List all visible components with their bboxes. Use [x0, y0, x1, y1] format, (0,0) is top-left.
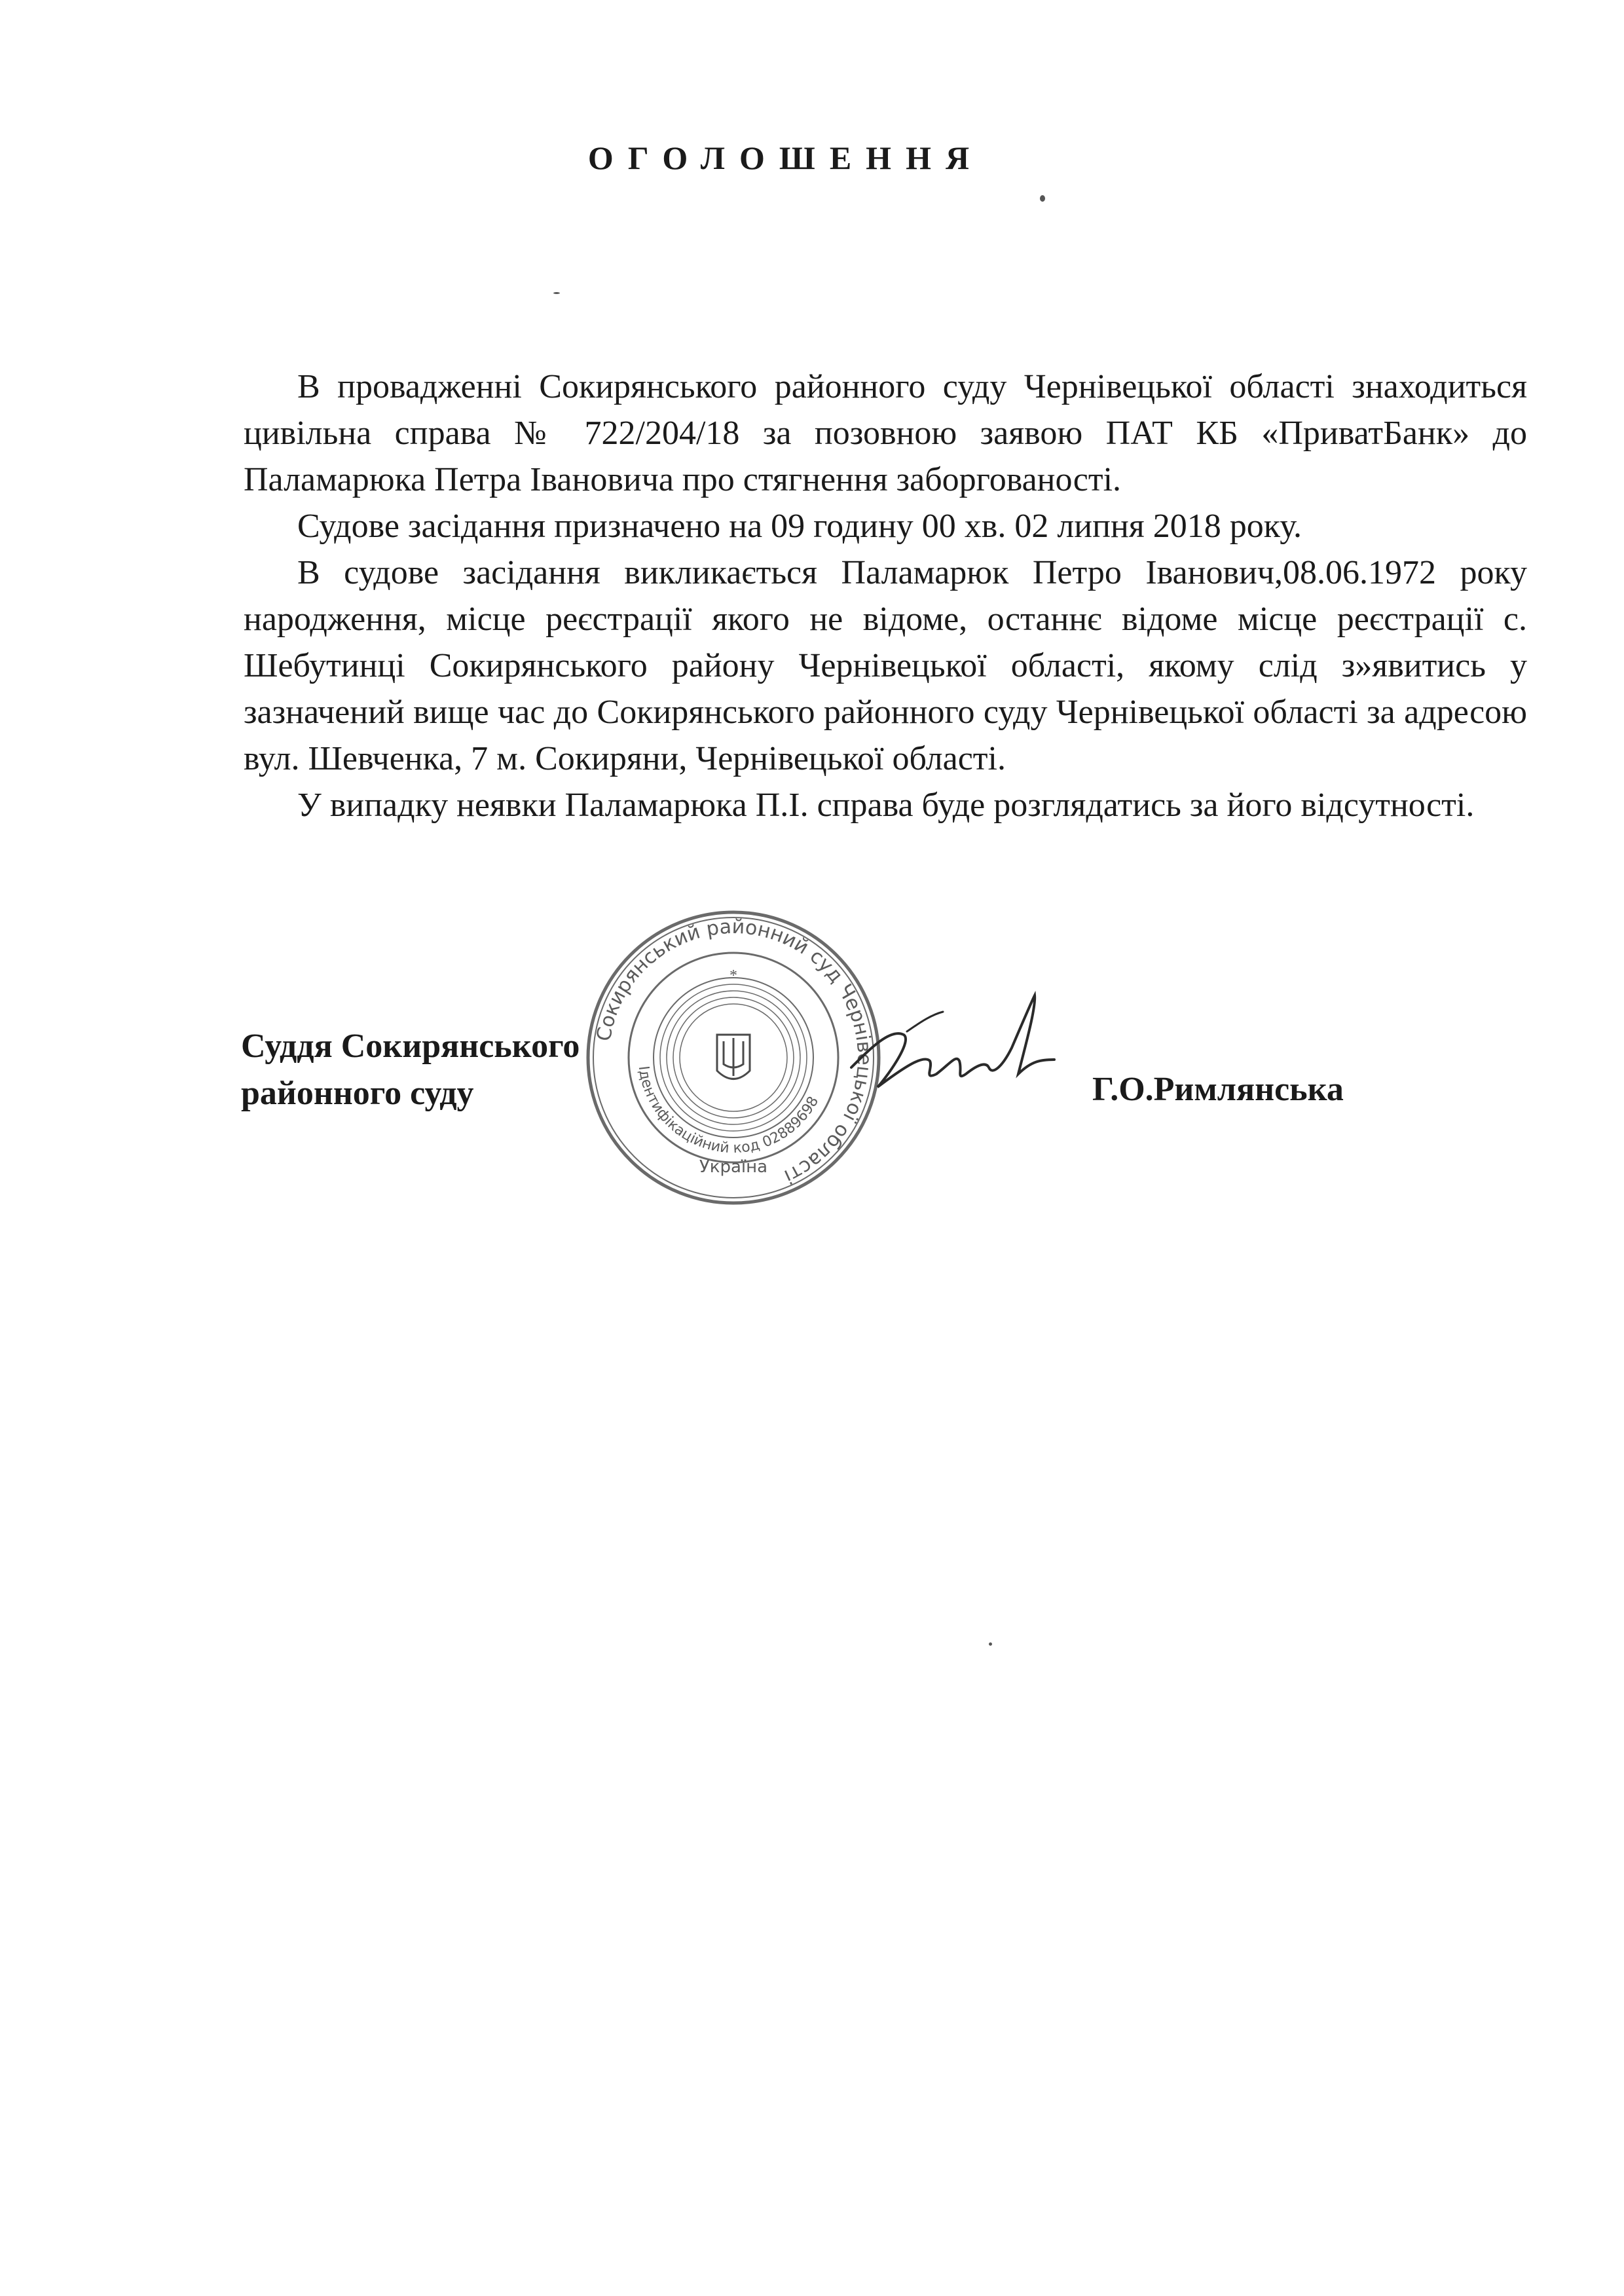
handwritten-signature [845, 989, 1061, 1126]
scan-speck [553, 292, 560, 294]
court-seal [583, 907, 884, 1208]
seal-star-icon: * [729, 967, 737, 984]
scan-speck [1040, 195, 1045, 202]
signature-position-line1: Суддя Сокирянського [241, 1028, 580, 1065]
paragraph-absence: У випадку неявки Паламарюка П.І. справа буде розглядатись за його відсутності. [297, 787, 1475, 824]
coat-of-arms-icon [717, 1035, 750, 1079]
document-body [244, 363, 1527, 828]
seal-bottom-text: Україна [699, 1157, 768, 1177]
document-title: ОГОЛОШЕННЯ [587, 139, 984, 176]
seal-outer-text: Сокирянський районний суд Чернівецької області [592, 915, 876, 1189]
paragraph-hearing-date: Судове засідання призначено на 09 годину 00 хв. 02 липня 2018 року. [297, 508, 1302, 545]
signatory-name: Г.О.Римлянська [1092, 1071, 1344, 1108]
signature-position [241, 1023, 580, 1117]
paragraph-summons: В судове засідання викликається Паламарюк Петро Іванович,08.06.1972 року народження, місце реєстрації якого не відоме, останнє відоме місце реєстрації с. Шебутинці Сокирянського району Чернівецької області, якому слід з»явитись у зазначений вище час до Сокирянського районного суду Чернівецької області за адресою вул. Шевченка, 7 м. Сокиряни, Чернівецької області. [244, 554, 1527, 777]
paragraph-case: В провадженні Сокирянського районного суду Чернівецької області знаходиться цивільна справа № 722/204/18 за позовною заявою ПАТ КБ «ПриватБанк» до Паламарюка Петра Івановича про стягнення заборгованості. [244, 368, 1527, 498]
seal-inner-text: Ідентифікаційний код 02889698 [635, 1065, 822, 1157]
scan-speck [989, 1642, 992, 1646]
signature-position-line2: районного суду [241, 1075, 474, 1112]
